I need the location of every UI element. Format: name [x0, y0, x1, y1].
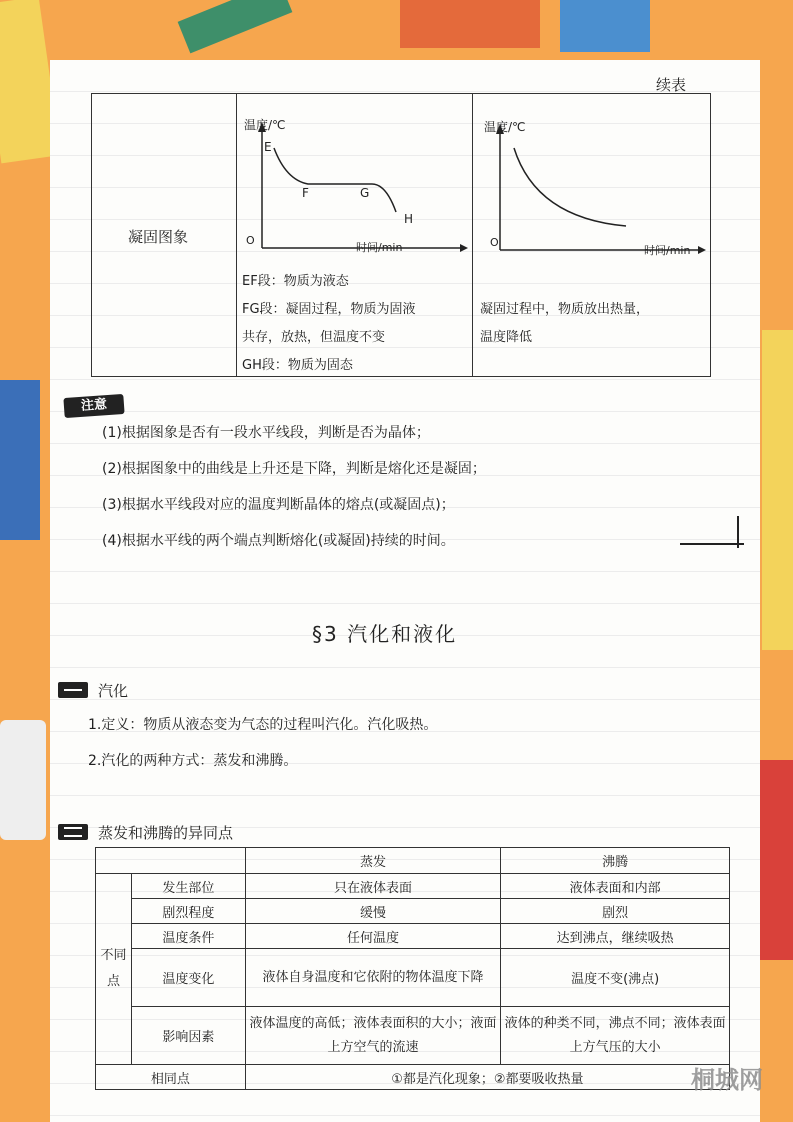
point-f: F	[302, 186, 309, 200]
table-header-row	[96, 848, 730, 874]
col-header-boiling: 沸腾	[501, 848, 730, 874]
crystal-note-4: GH段：物质为固态	[242, 358, 353, 373]
point-h: H	[404, 212, 414, 226]
part-two-heading: 蒸发和沸腾的异同点	[98, 824, 234, 842]
row-label: 温度条件	[131, 924, 245, 949]
watermark: 桐城网	[691, 1066, 763, 1094]
boil-cell: 剧烈	[501, 899, 730, 924]
evap-cell: 液体温度的高低；液体表面积的大小；液面上方空气的流速	[245, 1007, 501, 1065]
crystal-note-3: 共存，放热，但温度不变	[242, 330, 386, 345]
comparison-table	[95, 847, 730, 1090]
amorphous-ylabel: 温度/℃	[484, 120, 526, 134]
crystal-note-2: FG段：凝固过程，物质为固液	[242, 302, 416, 317]
note-item-3: (3)根据水平线段对应的温度判断晶体的熔点(或凝固点)；	[102, 497, 455, 513]
table-row	[96, 1065, 730, 1090]
row-label: 发生部位	[131, 874, 245, 899]
evap-cell: 只在液体表面	[245, 874, 501, 899]
table-row	[96, 924, 730, 949]
part-two-badge	[58, 824, 88, 840]
table-row	[96, 1007, 730, 1065]
same-label: 相同点	[96, 1065, 246, 1090]
diff-label: 不同点	[96, 874, 132, 1065]
pencil-decoration	[178, 0, 293, 53]
point-g: G	[360, 186, 370, 200]
amorphous-note-2: 温度降低	[480, 330, 533, 345]
table-row	[96, 949, 730, 1007]
boil-cell: 液体的种类不同，沸点不同；液体表面上方气压的大小	[501, 1007, 730, 1065]
part-one-item-2: 2.汽化的两种方式：蒸发和沸腾。	[88, 753, 298, 769]
point-e: E	[264, 140, 272, 154]
row-label: 温度变化	[131, 949, 245, 1007]
boil-cell: 达到沸点，继续吸热	[501, 924, 730, 949]
red-book-decoration	[760, 760, 793, 960]
same-value: ①都是汽化现象；②都要吸收热量	[245, 1065, 729, 1090]
note-end-mark	[678, 514, 748, 550]
crystal-origin: O	[246, 234, 255, 247]
book-decoration-2	[560, 0, 650, 52]
note-item-4: (4)根据水平线的两个端点判断熔化(或凝固)持续的时间。	[102, 533, 455, 549]
table-row	[96, 874, 730, 899]
part-one-item-1: 1.定义：物质从液态变为气态的过程叫汽化。汽化吸热。	[88, 717, 438, 733]
row-label: 凝固图象	[128, 228, 189, 246]
table-row	[96, 899, 730, 924]
paint-palette-decoration	[0, 720, 46, 840]
solidification-table	[91, 93, 711, 377]
book-decoration	[400, 0, 540, 48]
boil-cell: 液体表面和内部	[501, 874, 730, 899]
note-item-2: (2)根据图象中的曲线是上升还是下降，判断是熔化还是凝固；	[102, 461, 486, 477]
boil-cell: 温度不变(沸点)	[501, 949, 730, 1007]
part-one-heading: 汽化	[98, 682, 129, 700]
blue-book-decoration	[0, 380, 40, 540]
continued-label: 续表	[656, 76, 687, 94]
amorphous-note-1: 凝固过程中，物质放出热量，	[480, 302, 650, 317]
crystal-note-1: EF段：物质为液态	[242, 274, 349, 289]
note-item-1: (1)根据图象是否有一段水平线段，判断是否为晶体；	[102, 425, 430, 441]
crystal-ylabel: 温度/℃	[244, 118, 286, 132]
evap-cell: 任何温度	[245, 924, 501, 949]
section-title: §3 汽化和液化	[312, 622, 458, 646]
ruler-right-decoration	[762, 330, 793, 650]
part-one-badge	[58, 682, 88, 698]
evap-cell: 液体自身温度和它依附的物体温度下降	[245, 949, 501, 1007]
amorphous-origin: O	[490, 236, 499, 249]
note-badge: 注意	[63, 394, 124, 418]
col-header-evaporation: 蒸发	[245, 848, 501, 874]
amorphous-xlabel: 时间/min	[644, 244, 691, 257]
row-label: 影响因素	[131, 1007, 245, 1065]
evap-cell: 缓慢	[245, 899, 501, 924]
crystal-xlabel: 时间/min	[356, 241, 403, 254]
row-label: 剧烈程度	[131, 899, 245, 924]
